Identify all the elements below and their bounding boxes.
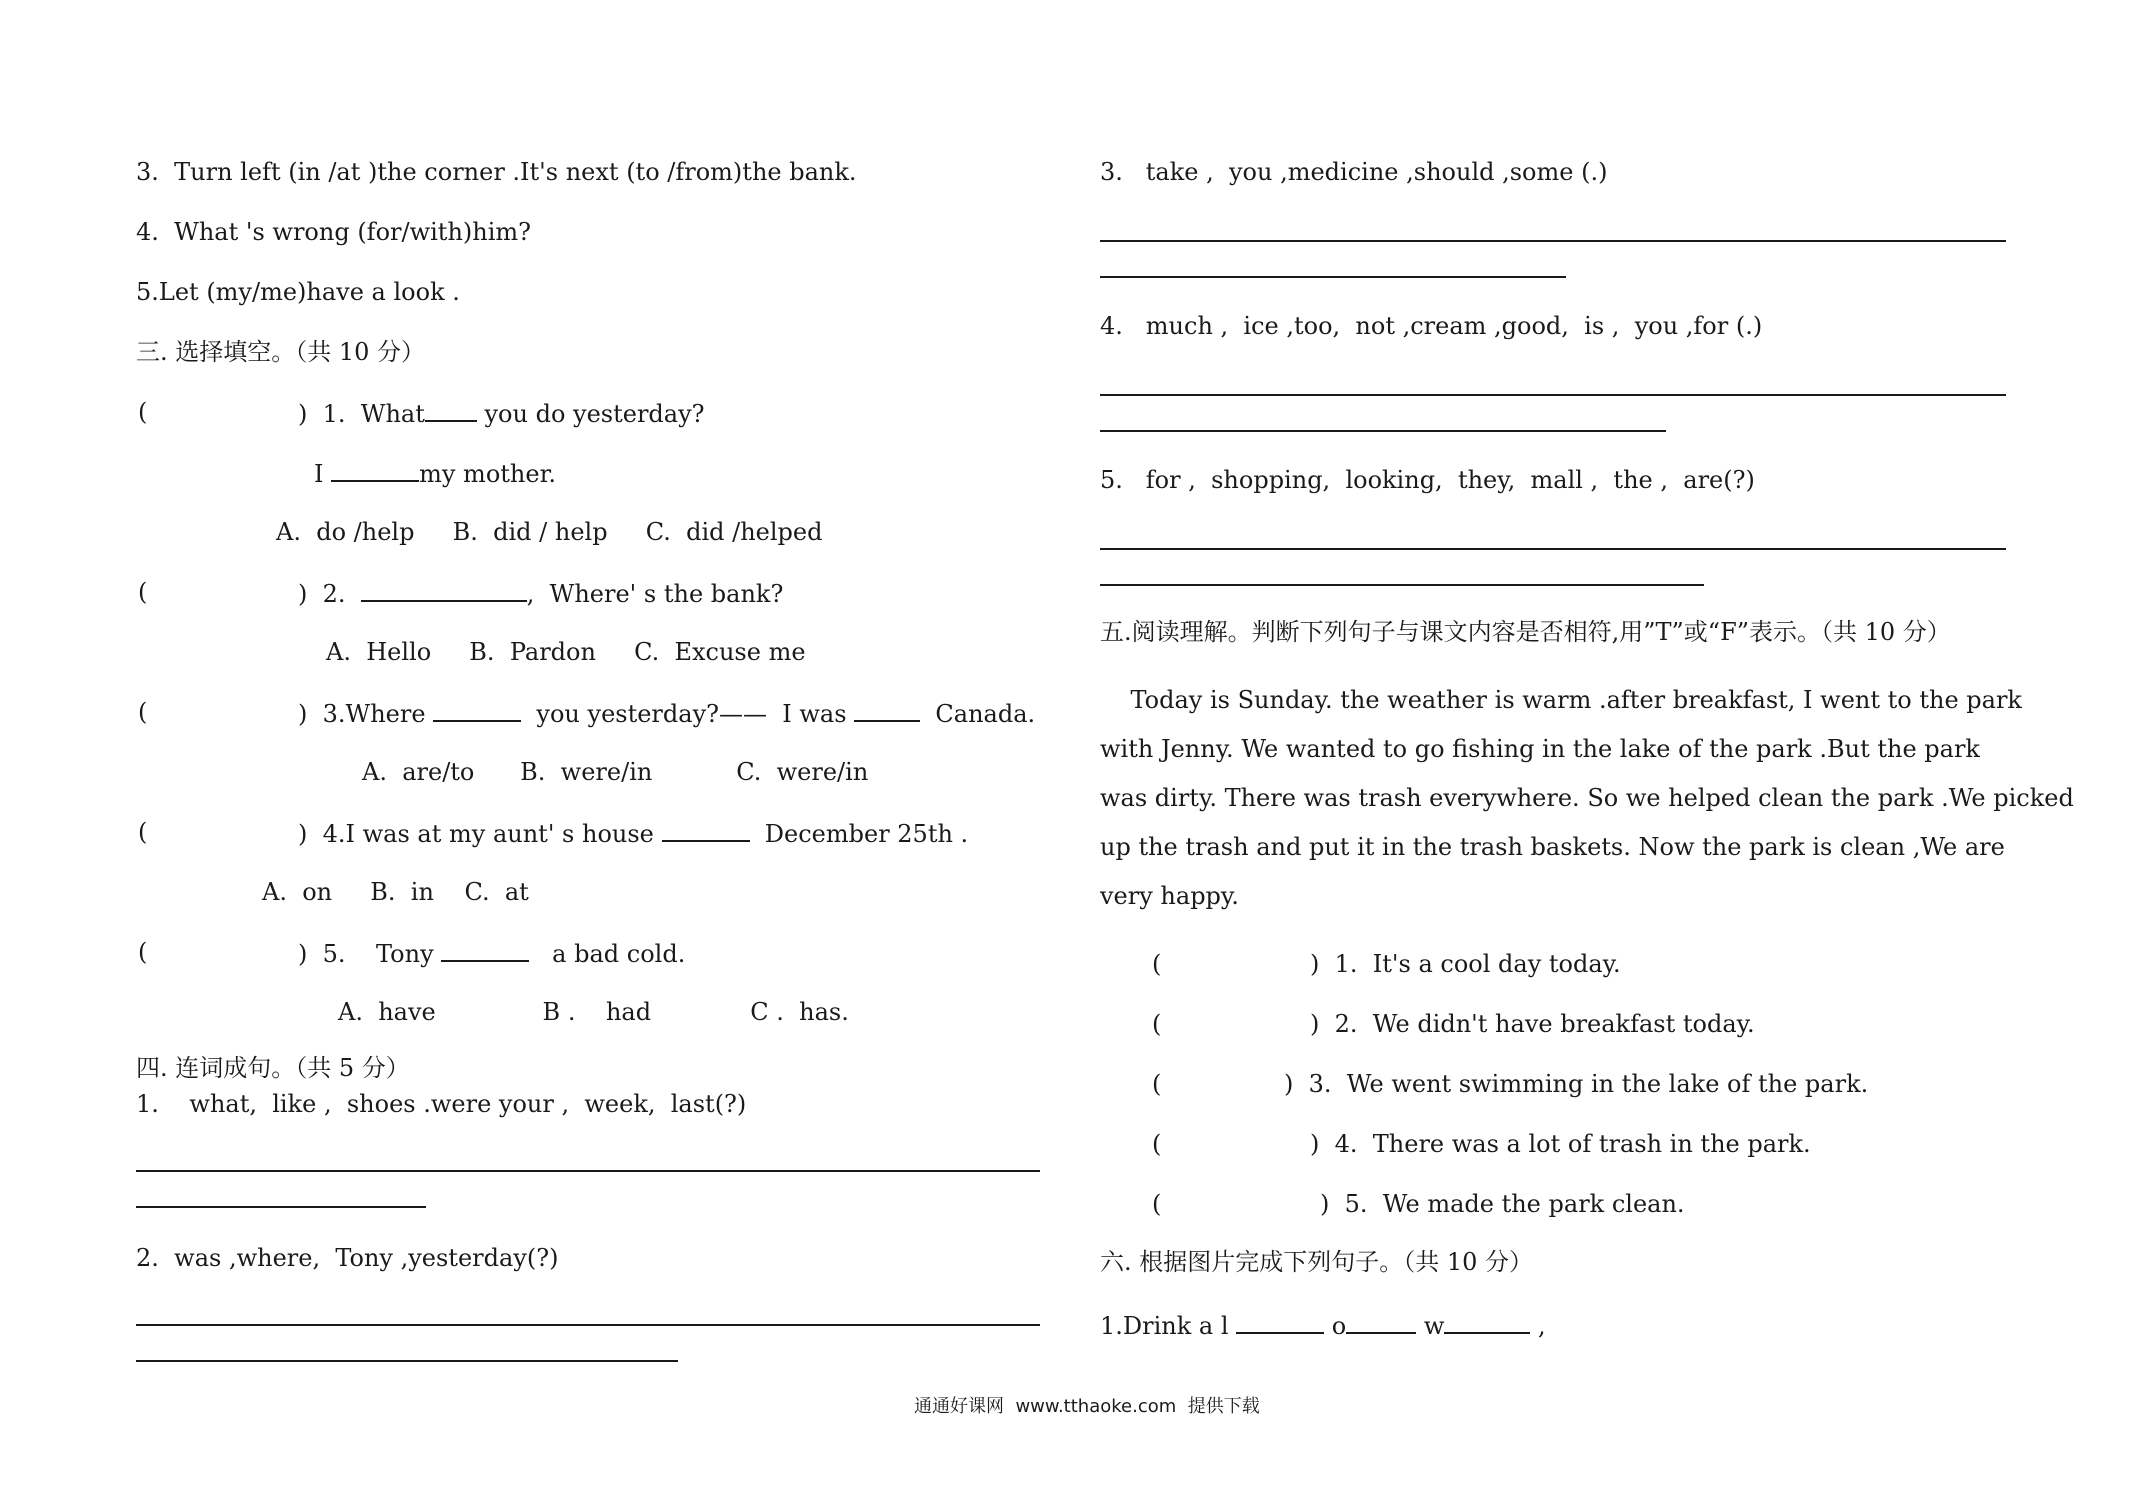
tf5-paren: ( bbox=[1152, 1190, 1162, 1218]
mc2-question: ) 2. , Where' s the bank? bbox=[298, 580, 784, 608]
mc5-options: A. have B . had C . has. bbox=[338, 998, 849, 1026]
s4-q1-answer-line-1[interactable] bbox=[136, 1170, 1040, 1172]
passage-line-1: Today is Sunday. the weather is warm .after breakfast, I went to the park bbox=[1100, 686, 2022, 714]
passage-line-2: with Jenny. We wanted to go fishing in the lake of the park .But the park bbox=[1100, 735, 1980, 763]
mc3-blank-2[interactable] bbox=[854, 700, 920, 722]
passage-line-3: was dirty. There was trash everywhere. So we helped clean the park .We picked bbox=[1100, 784, 2074, 812]
tf3-statement: ) 3. We went swimming in the lake of the park. bbox=[1284, 1070, 1869, 1098]
mc3-question: ) 3.Where you yesterday?—— I was Canada. bbox=[298, 700, 1036, 728]
s4-q2-answer-line-1[interactable] bbox=[136, 1324, 1040, 1326]
mc3-paren: ( bbox=[138, 698, 148, 726]
q2-item-4: 4. What 's wrong (for/with)him? bbox=[136, 218, 532, 246]
mc1-sub-blank[interactable] bbox=[331, 460, 419, 482]
tf4-paren: ( bbox=[1152, 1130, 1162, 1158]
s4-q5-answer-line-2[interactable] bbox=[1100, 584, 1704, 586]
tf2-statement: ) 2. We didn't have breakfast today. bbox=[1310, 1010, 1755, 1038]
mc4-blank[interactable] bbox=[662, 820, 750, 842]
mc5-question: ) 5. Tony a bad cold. bbox=[298, 940, 686, 968]
s4-q3-answer-line-1[interactable] bbox=[1100, 240, 2006, 242]
s6-blank-o[interactable] bbox=[1346, 1312, 1416, 1334]
section-4-title: 四. 连词成句。（共 5 分） bbox=[136, 1054, 410, 1082]
mc2-options: A. Hello B. Pardon C. Excuse me bbox=[326, 638, 806, 666]
tf3-paren: ( bbox=[1152, 1070, 1162, 1098]
s6-q1: 1.Drink a l o w , bbox=[1100, 1312, 1546, 1340]
s4-q1-answer-line-2[interactable] bbox=[136, 1206, 426, 1208]
tf5-statement: ) 5. We made the park clean. bbox=[1320, 1190, 1685, 1218]
s4-q1: 1. what, like , shoes .were your , week, last(?) bbox=[136, 1090, 747, 1118]
footer-source: 通通好课网 www.tthaoke.com 提供下载 bbox=[914, 1396, 1260, 1417]
s4-q4-answer-line-1[interactable] bbox=[1100, 394, 2006, 396]
section-6-title: 六. 根据图片完成下列句子。（共 10 分） bbox=[1100, 1248, 1534, 1276]
mc5-blank[interactable] bbox=[441, 940, 529, 962]
mc1-options: A. do /help B. did / help C. did /helped bbox=[276, 518, 823, 546]
mc3-options: A. are/to B. were/in C. were/in bbox=[362, 758, 869, 786]
mc1-question: ) 1. What you do yesterday? bbox=[298, 400, 705, 428]
s4-q2: 2. was ,where, Tony ,yesterday(?) bbox=[136, 1244, 559, 1272]
mc5-paren: ( bbox=[138, 938, 148, 966]
q2-item-5: 5.Let (my/me)have a look . bbox=[136, 278, 460, 306]
mc3-blank-1[interactable] bbox=[433, 700, 521, 722]
mc4-question: ) 4.I was at my aunt' s house December 25th . bbox=[298, 820, 969, 848]
mc1-blank[interactable] bbox=[425, 400, 477, 422]
mc4-options: A. on B. in C. at bbox=[262, 878, 529, 906]
mc2-paren: ( bbox=[138, 578, 148, 606]
s6-blank-l[interactable] bbox=[1236, 1312, 1324, 1334]
mc2-blank[interactable] bbox=[361, 580, 527, 602]
passage-line-4: up the trash and put it in the trash baskets. Now the park is clean ,We are bbox=[1100, 833, 2005, 861]
s4-q4: 4. much , ice ,too, not ,cream ,good, is , you ,for (.) bbox=[1100, 312, 1763, 340]
mc1-sub: I my mother. bbox=[314, 460, 557, 488]
s4-q5: 5. for , shopping, looking, they, mall , the , are(?) bbox=[1100, 466, 1755, 494]
section-3-title: 三. 选择填空。（共 10 分） bbox=[136, 338, 426, 366]
mc1-paren: ( bbox=[138, 398, 148, 426]
section-5-title: 五.阅读理解。判断下列句子与课文内容是否相符,用”T”或“F”表示。（共 10 分） bbox=[1100, 618, 1951, 646]
tf1-paren: ( bbox=[1152, 950, 1162, 978]
s4-q3-answer-line-2[interactable] bbox=[1100, 276, 1566, 278]
tf4-statement: ) 4. There was a lot of trash in the park. bbox=[1310, 1130, 1811, 1158]
s4-q4-answer-line-2[interactable] bbox=[1100, 430, 1666, 432]
s6-blank-w[interactable] bbox=[1444, 1312, 1530, 1334]
s4-q3: 3. take , you ,medicine ,should ,some (.) bbox=[1100, 158, 1608, 186]
s4-q2-answer-line-2[interactable] bbox=[136, 1360, 678, 1362]
s4-q5-answer-line-1[interactable] bbox=[1100, 548, 2006, 550]
passage-line-5: very happy. bbox=[1100, 882, 1239, 910]
tf1-statement: ) 1. It's a cool day today. bbox=[1310, 950, 1621, 978]
q2-item-3: 3. Turn left (in /at )the corner .It's next (to /from)the bank. bbox=[136, 158, 857, 186]
tf2-paren: ( bbox=[1152, 1010, 1162, 1038]
mc4-paren: ( bbox=[138, 818, 148, 846]
